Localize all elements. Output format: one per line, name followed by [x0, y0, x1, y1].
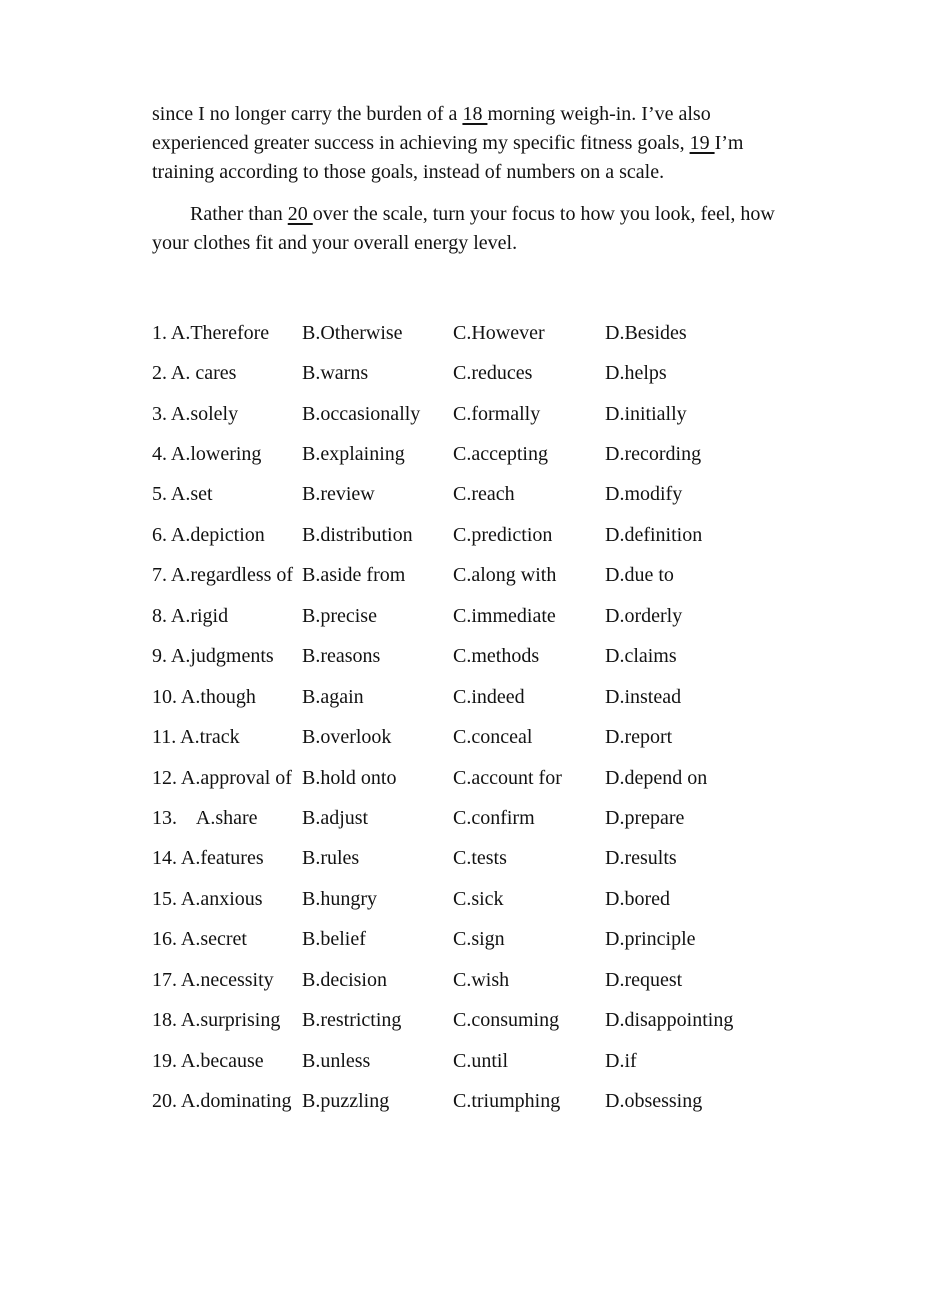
- option-cell: B.again: [302, 685, 364, 708]
- question-row: [152, 677, 786, 717]
- option-cell: C.consuming: [453, 1009, 560, 1032]
- question-number-option-a: 20. A.dominating: [152, 1090, 292, 1113]
- option-cell: D.obsessing: [605, 1090, 703, 1113]
- question-row: [152, 1081, 786, 1121]
- option-cell: C.tests: [453, 847, 507, 870]
- option-cell: D.due to: [605, 564, 674, 587]
- numbered-blank: 18: [462, 103, 488, 125]
- passage: [152, 100, 786, 258]
- question-row: [152, 1000, 786, 1040]
- question-number-option-a: 18. A.surprising: [152, 1009, 281, 1032]
- passage-paragraph: [152, 200, 784, 258]
- option-cell: B.aside from: [302, 564, 406, 587]
- option-cell: C.sign: [453, 928, 505, 951]
- option-cell: C.reach: [453, 483, 515, 506]
- text-segment: over the scale, turn your focus to how you look, feel, how your clothes fit and your overall energy level.: [152, 203, 775, 254]
- option-cell: C.wish: [453, 968, 510, 991]
- option-cell: C.prediction: [453, 523, 553, 546]
- option-cell: B.hungry: [302, 887, 377, 910]
- option-cell: D.request: [605, 968, 683, 991]
- question-number-option-a: 10. A.though: [152, 685, 256, 708]
- option-cell: B.precise: [302, 604, 377, 627]
- passage-paragraph: [152, 100, 784, 187]
- question-number-option-a: 4. A.lowering: [152, 443, 262, 466]
- question-number-option-a: 14. A.features: [152, 847, 264, 870]
- question-row: [152, 556, 786, 596]
- question-row: [152, 353, 786, 393]
- option-cell: D.Besides: [605, 321, 687, 344]
- option-cell: C.formally: [453, 402, 541, 425]
- option-cell: B.unless: [302, 1049, 371, 1072]
- question-number-option-a: 19. A.because: [152, 1049, 264, 1072]
- question-row: [152, 515, 786, 555]
- option-cell: B.explaining: [302, 443, 405, 466]
- question-number-option-a: 13. A.share: [152, 806, 258, 829]
- text-segment: I’m training according to those goals, instead of numbers on a scale.: [152, 132, 744, 183]
- option-cell: B.warns: [302, 362, 369, 385]
- question-row: [152, 920, 786, 960]
- numbered-blank: 20: [287, 203, 313, 225]
- option-cell: D.prepare: [605, 806, 685, 829]
- option-cell: D.instead: [605, 685, 682, 708]
- question-row: [152, 839, 786, 879]
- option-cell: C.methods: [453, 645, 540, 668]
- question-row: [152, 434, 786, 474]
- question-row: [152, 475, 786, 515]
- option-cell: D.report: [605, 726, 673, 749]
- option-cell: C.indeed: [453, 685, 525, 708]
- question-row: [152, 1041, 786, 1081]
- option-cell: C.along with: [453, 564, 557, 587]
- option-cell: D.if: [605, 1049, 637, 1072]
- question-row: [152, 879, 786, 919]
- question-row: [152, 717, 786, 757]
- question-number-option-a: 9. A.judgments: [152, 645, 274, 668]
- option-cell: C.However: [453, 321, 545, 344]
- option-cell: C.until: [453, 1049, 509, 1072]
- question-number-option-a: 17. A.necessity: [152, 968, 274, 991]
- question-row: [152, 758, 786, 798]
- question-number-option-a: 11. A.track: [152, 726, 240, 749]
- question-row: [152, 960, 786, 1000]
- option-cell: C.reduces: [453, 362, 533, 385]
- question-row: [152, 394, 786, 434]
- question-row: [152, 798, 786, 838]
- question-number-option-a: 3. A.solely: [152, 402, 239, 425]
- option-cell: D.claims: [605, 645, 677, 668]
- option-cell: D.principle: [605, 928, 696, 951]
- numbered-blank: 19: [689, 132, 715, 154]
- option-cell: D.depend on: [605, 766, 708, 789]
- question-number-option-a: 7. A.regardless of: [152, 564, 294, 587]
- question-row: [152, 313, 786, 353]
- option-cell: D.results: [605, 847, 677, 870]
- question-number-option-a: 12. A.approval of: [152, 766, 292, 789]
- text-segment: Rather than: [190, 203, 288, 225]
- option-cell: C.immediate: [453, 604, 556, 627]
- option-cell: D.orderly: [605, 604, 683, 627]
- option-cell: B.Otherwise: [302, 321, 403, 344]
- option-cell: B.overlook: [302, 726, 392, 749]
- option-cell: B.distribution: [302, 523, 413, 546]
- option-cell: C.accepting: [453, 443, 548, 466]
- option-cell: D.definition: [605, 523, 703, 546]
- option-cell: B.decision: [302, 968, 387, 991]
- question-number-option-a: 6. A.depiction: [152, 523, 265, 546]
- option-cell: D.bored: [605, 887, 670, 910]
- question-number-option-a: 8. A.rigid: [152, 604, 229, 627]
- option-cell: B.review: [302, 483, 375, 506]
- question-number-option-a: 1. A.Therefore: [152, 321, 270, 344]
- question-number-option-a: 16. A.secret: [152, 928, 247, 951]
- question-number-option-a: 5. A.set: [152, 483, 213, 506]
- option-cell: C.confirm: [453, 806, 535, 829]
- option-cell: D.helps: [605, 362, 667, 385]
- question-row: [152, 637, 786, 677]
- option-cell: D.recording: [605, 443, 702, 466]
- option-cell: B.adjust: [302, 806, 369, 829]
- option-cell: B.belief: [302, 928, 366, 951]
- question-number-option-a: 2. A. cares: [152, 362, 237, 385]
- option-cell: C.conceal: [453, 726, 533, 749]
- option-cell: D.initially: [605, 402, 687, 425]
- option-cell: B.hold onto: [302, 766, 397, 789]
- option-cell: B.reasons: [302, 645, 381, 668]
- question-row: [152, 596, 786, 636]
- text-segment: since I no longer carry the burden of a: [152, 103, 463, 125]
- option-cell: B.restricting: [302, 1009, 402, 1032]
- text-segment: morning weigh-in. I’ve also experienced greater success in achieving my specific fitness goals,: [152, 103, 711, 154]
- option-cell: D.disappointing: [605, 1009, 734, 1032]
- option-cell: B.rules: [302, 847, 360, 870]
- option-cell: C.sick: [453, 887, 504, 910]
- option-cell: B.puzzling: [302, 1090, 390, 1113]
- question-list: [152, 313, 786, 1122]
- option-cell: C.account for: [453, 766, 562, 789]
- option-cell: D.modify: [605, 483, 683, 506]
- option-cell: C.triumphing: [453, 1090, 561, 1113]
- question-number-option-a: 15. A.anxious: [152, 887, 263, 910]
- option-cell: B.occasionally: [302, 402, 421, 425]
